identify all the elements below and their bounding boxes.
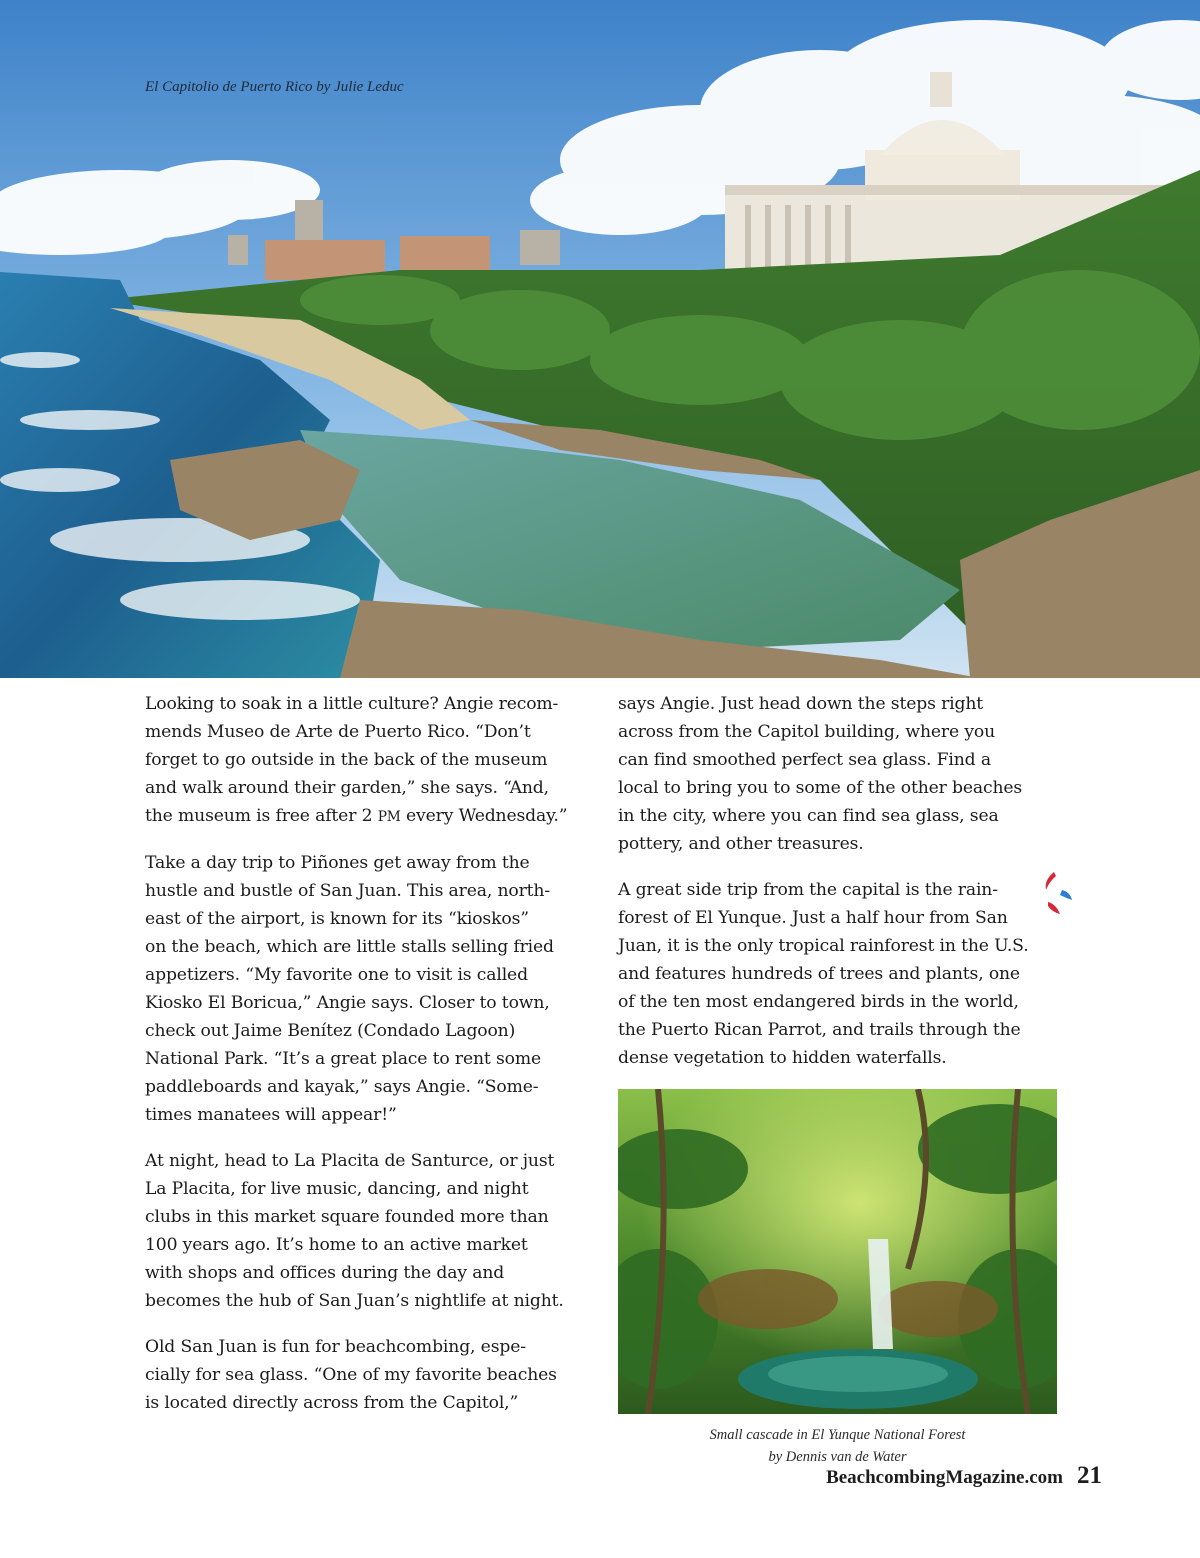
text-line: Old San Juan is fun for beachcombing, espe- [145,1337,526,1357]
paragraph-pinones [145,849,585,1129]
text-line: At night, head to La Placita de Santurce, or just [145,1151,555,1171]
text-line: National Park. “It’s a great place to rent some [145,1049,541,1069]
smallcaps-text: PM [377,809,401,825]
waterfall-photo [618,1089,1057,1414]
capitol-coast-photo [0,0,1200,678]
text-line: across from the Capitol building, where you [618,722,995,742]
text-line: Kiosko El Boricua,” Angie says. Closer to town, [145,993,550,1013]
red-drop-icon-lower [1048,902,1060,914]
text-line: and features hundreds of trees and plants, one [618,964,1020,984]
text-line: is located directly across from the Capitol,” [145,1393,519,1413]
hero-photo-caption: El Capitolio de Puerto Rico by Julie Leduc [145,79,404,95]
text-line: and walk around their garden,” she says. “And, [145,778,549,798]
text-line: 100 years ago. It’s home to an active market [145,1235,528,1255]
text-line: La Placita, for live music, dancing, and night [145,1179,529,1199]
text-line: clubs in this market square founded more than [145,1207,549,1227]
text-fragment: the museum is free after 2 [145,806,378,826]
text-line: dense vegetation to hidden waterfalls. [618,1048,947,1068]
paragraph-la-placita [145,1147,585,1315]
page-footer [826,1462,1102,1490]
text-line: appetizers. “My favorite one to visit is called [145,965,528,985]
paragraph-old-san-juan [145,1333,585,1417]
paragraph-capitol-beach [618,690,1058,858]
paragraph-museum [145,690,585,831]
text-line: Looking to soak in a little culture? Angie recom- [145,694,559,714]
text-line: of the ten most endangered birds in the world, [618,992,1019,1012]
text-line: forest of El Yunque. Just a half hour from San [618,908,1008,928]
splash-ornament-icon [1040,870,1074,916]
red-drop-icon [1046,872,1056,890]
website-url: BeachcombingMagazine.com [826,1467,1063,1488]
text-line: east of the airport, is known for its “kioskos” [145,909,529,929]
text-line: mends Museo de Arte de Puerto Rico. “Don’t [145,722,531,742]
text-line: check out Jaime Benítez (Condado Lagoon) [145,1021,516,1041]
text-line: local to bring you to some of the other beaches [618,778,1023,798]
text-line: the Puerto Rican Parrot, and trails through the [618,1020,1021,1040]
text-line: on the beach, which are little stalls selling fried [145,937,554,957]
text-line [145,802,585,831]
caption-line: by Dennis van de Water [768,1449,907,1465]
text-line: A great side trip from the capital is the rain- [618,880,998,900]
rainforest-cascade-photo [618,1089,1057,1414]
text-line: Juan, it is the only tropical rainforest in the U.S. [618,936,1029,956]
caption-line: Small cascade in El Yunque National Forest [709,1427,966,1443]
text-line: paddleboards and kayak,” says Angie. “Some- [145,1077,539,1097]
text-fragment: every Wednesday.” [400,806,568,826]
text-line: cially for sea glass. “One of my favorite beaches [145,1365,557,1385]
blue-drop-icon [1060,890,1072,900]
article-left-column [145,690,585,1417]
text-line: says Angie. Just head down the steps right [618,694,984,714]
text-line: with shops and offices during the day and [145,1263,505,1283]
paragraph-el-yunque [618,876,1058,1072]
text-line: times manatees will appear!” [145,1105,397,1125]
page-number: 21 [1077,1462,1102,1489]
text-line: forget to go outside in the back of the museum [145,750,548,770]
text-line: pottery, and other treasures. [618,834,864,854]
text-line: hustle and bustle of San Juan. This area, north- [145,881,550,901]
text-line: Take a day trip to Piñones get away from the [145,853,530,873]
text-line: in the city, where you can find sea glass, sea [618,806,999,826]
article-right-column [618,690,1058,1072]
hero-photo [0,0,1200,678]
text-line: becomes the hub of San Juan’s nightlife at night. [145,1291,564,1311]
text-line: can find smoothed perfect sea glass. Find a [618,750,991,770]
